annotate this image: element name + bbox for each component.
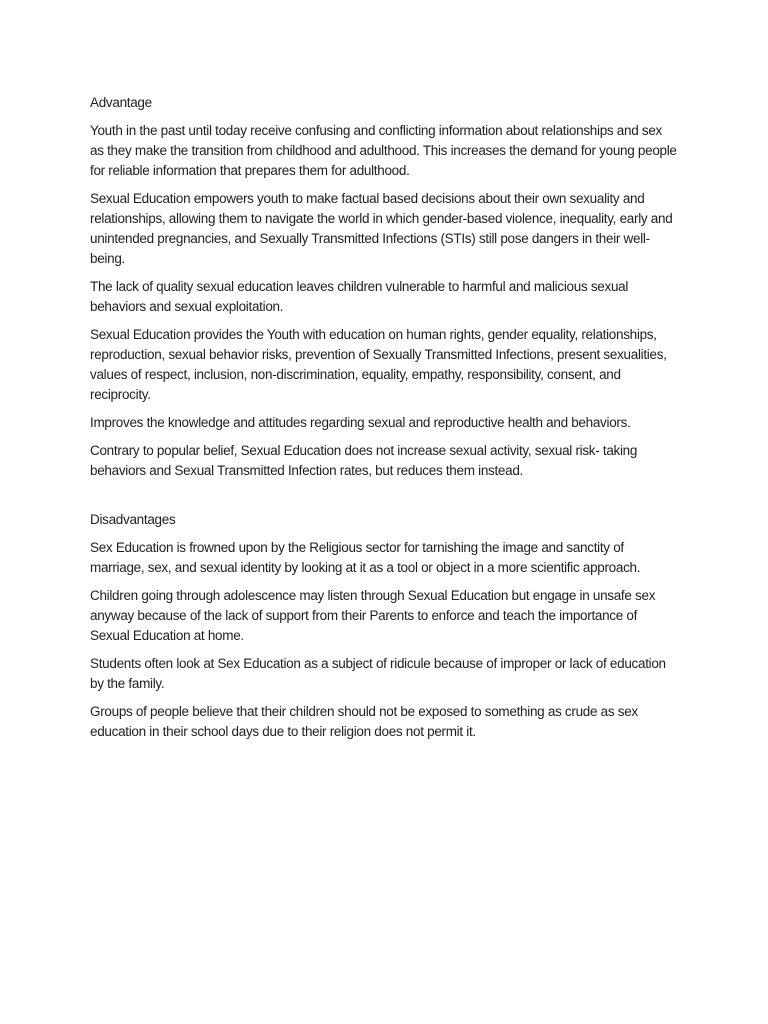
paragraph: Sex Education is frowned upon by the Religious sector for tarnishing the image and sanctity of marriage, sex, and sexual identity by looking at it as a tool or object in a more scientific approach. <box>90 540 641 575</box>
paragraph: Groups of people believe that their children should not be exposed to something as crude as sex education in their school days due to their religion does not permit it. <box>90 704 638 739</box>
paragraph: Youth in the past until today receive confusing and conflicting information about relationships and sex as they make the transition from childhood and adulthood. This increases the demand for young people for reliable information that prepares them for adulthood. <box>90 123 677 178</box>
paragraph: Sexual Education provides the Youth with education on human rights, gender equality, relationships, reproduction, sexual behavior risks, prevention of Sexually Transmitted Infections, present sexualities, values of respect, inclusion, non-discrimination, equality, empathy, responsibility, consent, and reciprocity. <box>90 327 667 402</box>
section-heading-advantage: Advantage <box>90 95 152 110</box>
paragraph: Sexual Education empowers youth to make factual based decisions about their own sexuality and relationships, allowing them to navigate the world in which gender-based violence, inequality, early and unintended pregnancies, and Sexually Transmitted Infections (STIs) still pose dangers in their well-being. <box>90 191 673 266</box>
paragraph: The lack of quality sexual education leaves children vulnerable to harmful and malicious sexual behaviors and sexual exploitation. <box>90 279 629 314</box>
paragraph: Children going through adolescence may listen through Sexual Education but engage in unsafe sex anyway because of the lack of support from their Parents to enforce and teach the importance of Sexual Education at home. <box>90 588 656 643</box>
paragraph: Improves the knowledge and attitudes regarding sexual and reproductive health and behaviors. <box>90 415 631 430</box>
paragraph: Contrary to popular belief, Sexual Education does not increase sexual activity, sexual risk- taking behaviors and Sexual Transmitted Infection rates, but reduces them instead. <box>90 443 638 478</box>
paragraph: Students often look at Sex Education as a subject of ridicule because of improper or lack of education by the family. <box>90 656 666 691</box>
section-heading-disadvantages: Disadvantages <box>90 512 176 527</box>
